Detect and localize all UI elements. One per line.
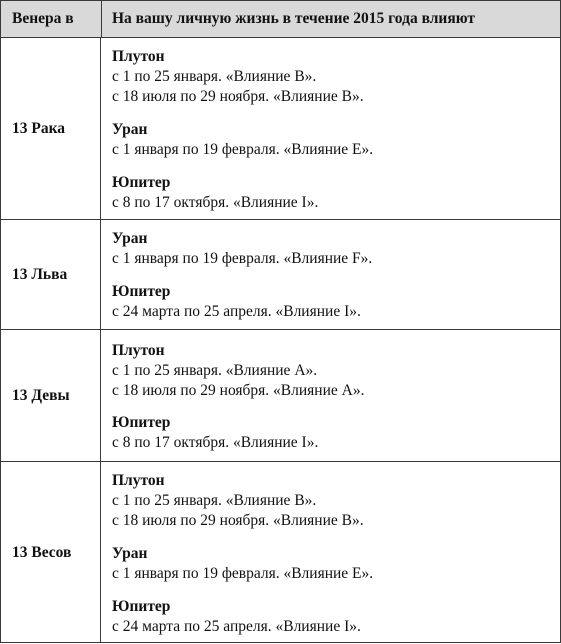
table-row — [1, 220, 560, 330]
planet-block — [112, 543, 373, 584]
table-row — [1, 38, 560, 220]
planet-block — [112, 172, 318, 213]
influence-period: с 1 января по 19 февраля. «Влияние E». — [112, 141, 374, 158]
table-row — [1, 462, 560, 643]
planet-name: Плутон — [112, 472, 165, 489]
table-header — [1, 1, 560, 38]
venus-sign-cell: 13 Рака — [1, 38, 101, 219]
header-venus-column: Венера в — [1, 1, 102, 37]
planet-name: Юпитер — [112, 174, 171, 191]
venus-sign-cell: 13 Весов — [1, 462, 101, 643]
venus-sign-cell: 13 Льва — [1, 220, 101, 329]
influence-period: с 1 по 25 января. «Влияние A». — [112, 362, 318, 379]
influence-period: с 1 января по 19 февраля. «Влияние F». — [112, 250, 373, 267]
influence-period: с 18 июля по 29 ноября. «Влияние В». — [112, 88, 364, 105]
table-row — [1, 330, 560, 462]
planet-block — [112, 470, 364, 531]
planet-block — [112, 412, 318, 453]
influence-period: с 24 марта по 25 апреля. «Влияние I». — [112, 303, 361, 320]
planet-name: Плутон — [112, 342, 165, 359]
planet-name: Юпитер — [112, 598, 171, 615]
planet-name: Юпитер — [112, 414, 171, 431]
planet-block — [112, 46, 364, 107]
influence-period: с 8 по 17 октября. «Влияние I». — [112, 434, 319, 451]
planet-block — [112, 340, 364, 401]
influence-period: с 1 по 25 января. «Влияние B». — [112, 492, 317, 509]
influence-period: с 1 января по 19 февраля. «Влияние E». — [112, 565, 374, 582]
planet-name: Уран — [112, 121, 148, 138]
planet-block — [112, 281, 361, 322]
planet-name: Плутон — [112, 48, 165, 65]
planet-name: Юпитер — [112, 283, 171, 300]
header-influence-column: На вашу личную жизнь в течение 2015 года влияют — [112, 10, 476, 27]
planet-block — [112, 119, 373, 160]
influence-period: с 18 июля по 29 ноября. «Влияние A». — [112, 382, 365, 399]
venus-sign-cell: 13 Девы — [1, 330, 101, 461]
planet-block — [112, 228, 372, 269]
influence-period: с 24 марта по 25 апреля. «Влияние I». — [112, 618, 361, 635]
influence-period: с 8 по 17 октября. «Влияние I». — [112, 194, 319, 211]
influence-period: с 18 июля по 29 ноября. «Влияние B». — [112, 512, 364, 529]
influence-period: с 1 по 25 января. «Влияние В». — [112, 68, 317, 85]
planet-name: Уран — [112, 545, 148, 562]
planet-name: Уран — [112, 230, 148, 247]
planet-block — [112, 596, 361, 637]
